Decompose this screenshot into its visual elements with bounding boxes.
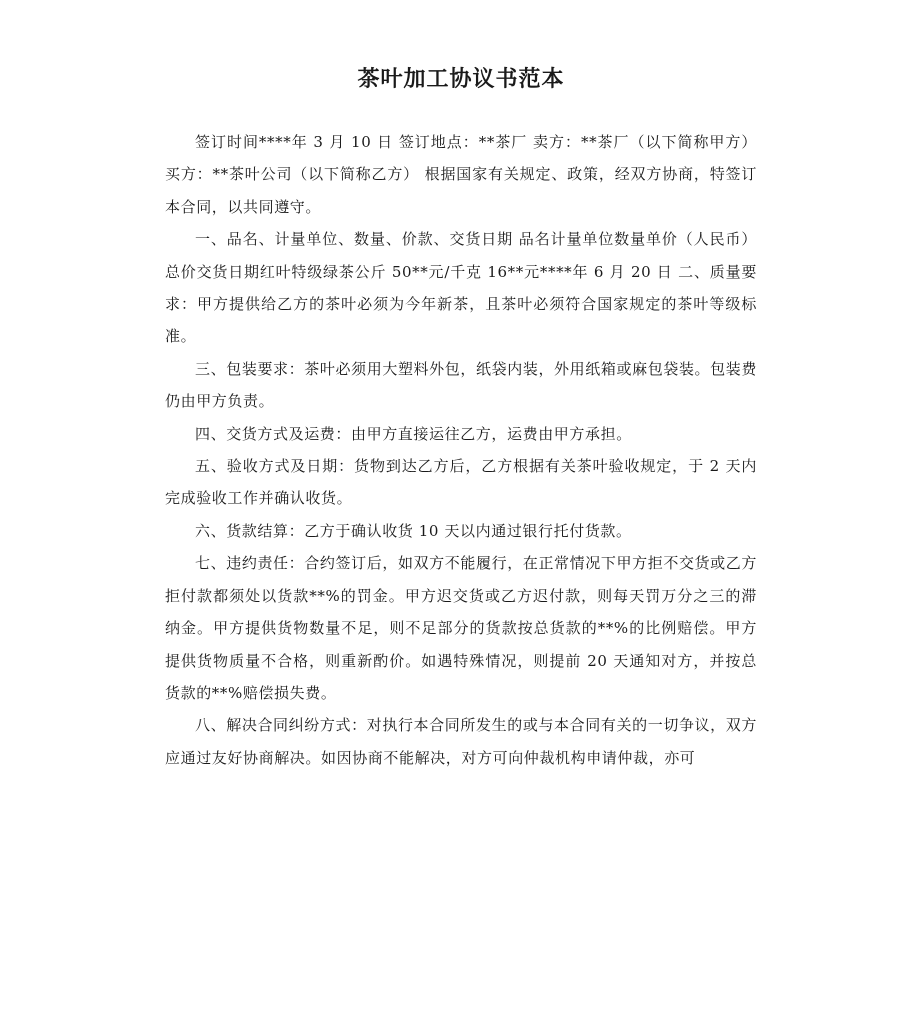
document-title: 茶叶加工协议书范本	[357, 67, 565, 92]
paragraph-liability: 七、违约责任：合约签订后，如双方不能履行，在正常情况下甲方拒不交货或乙方拒付款都须处以货款**%的罚金。甲方迟交货或乙方迟付款，则每天罚万分之三的滞纳金。甲方提供货物数量不足，则不足部分的货款按总货款的**%的比例赔偿。甲方提供货物质量不合格，则重新酌价。如遇特殊情况，则提前 20 天通知对方，并按总货款的**%赔偿损失费。	[165, 554, 757, 702]
paragraph-acceptance: 五、验收方式及日期：货物到达乙方后，乙方根据有关茶叶验收规定，于 2 天内完成验收工作并确认收货。	[165, 457, 757, 508]
paragraph-packaging: 三、包装要求：茶叶必须用大塑料外包，纸袋内装，外用纸箱或麻包袋装。包装费仍由甲方负责。	[165, 359, 757, 411]
paragraph-product-and-quality: 一、品名、计量单位、数量、价款、交货日期 品名计量单位数量单价（人民币）总价交货日期红叶特级绿茶公斤 50**元/千克 16**元****年 6 月 20 日 二、质量要求：甲方提供给乙方的茶叶必须为今年新茶，且茶叶必须符合国家规定的茶叶等级标准。	[165, 230, 757, 346]
paragraph-signing-info: 签订时间****年 3 月 10 日 签订地点：**茶厂 卖方：**茶厂（以下简称甲方）买方：**茶叶公司（以下简称乙方） 根据国家有关规定、政策，经双方协商，特签订本合同，以共同遵守。	[165, 133, 757, 216]
paragraph-dispute: 八、解决合同纠纷方式：对执行本合同所发生的或与本合同有关的一切争议，双方应通过友好协商解决。如因协商不能解决，对方可向仲裁机构申请仲裁，亦可	[165, 716, 757, 767]
paragraph-delivery: 四、交货方式及运费：由甲方直接运往乙方，运费由甲方承担。	[195, 424, 632, 443]
document-body	[165, 126, 757, 774]
paragraph-payment: 六、货款结算：乙方于确认收货 10 天以内通过银行托付货款。	[195, 521, 632, 540]
